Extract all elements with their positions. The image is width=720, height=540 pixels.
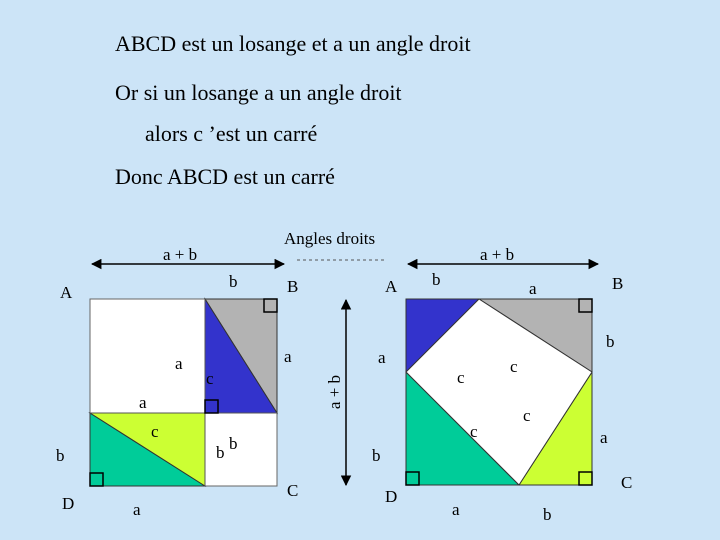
middle-dimension-label: a + b [325,374,345,410]
corner-c-right: C [621,473,633,492]
corner-a-left: A [60,283,73,302]
right-label: a [452,500,460,519]
corner-b-right: B [612,274,624,293]
right-label: a [378,348,386,367]
statement-line-2: Or si un losange a un angle droit [115,80,402,105]
right-label: b [543,505,552,524]
left-label: a [133,500,141,519]
left-label: c [151,422,159,441]
callout-label: Angles droits [284,229,376,248]
left-label: b [229,272,238,291]
right-label: a [529,279,537,298]
left-label: a [175,354,183,373]
right-dimension-label: a + b [480,245,515,264]
right-label: c [523,406,531,425]
corner-b-left: B [287,277,299,296]
statement-line-4: Donc ABCD est un carré [115,164,335,189]
left-label: b [229,434,238,453]
left-label: a [139,393,147,412]
statement-line-1: ABCD est un losange et a un angle droit [115,31,471,56]
left-label: a [284,347,292,366]
right-label: a [600,428,608,447]
left-label: b [216,443,225,462]
left-label: c [206,369,214,388]
right-label: b [606,332,615,351]
corner-a-right: A [385,277,398,296]
corner-d-right: D [385,487,398,506]
right-label: b [372,446,381,465]
right-square [406,299,592,485]
corner-c-left: C [287,481,299,500]
corner-d-left: D [62,494,75,513]
statement-line-3: alors c ’est un carré [145,121,318,146]
right-label: c [457,368,465,387]
left-dimension-label: a + b [163,245,198,264]
left-square [90,299,277,486]
right-label: c [510,357,518,376]
right-label: b [432,270,441,289]
right-label: c [470,422,478,441]
left-label: b [56,446,65,465]
